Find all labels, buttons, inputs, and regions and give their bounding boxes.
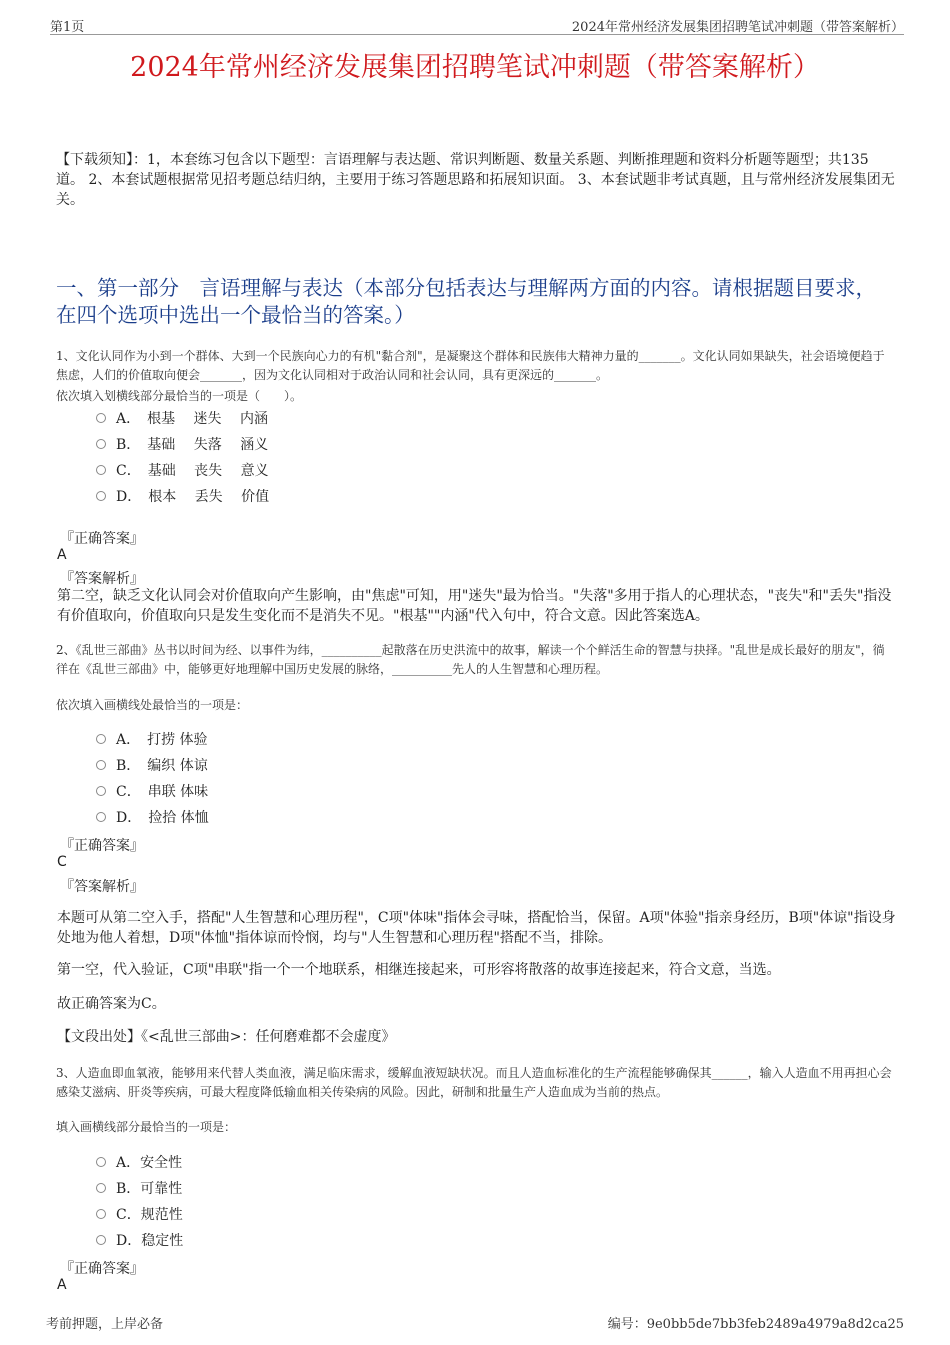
radio-icon[interactable] [96, 1209, 106, 1219]
q3-option-c[interactable]: C．规范性 [96, 1201, 183, 1227]
q2-answer-label: 『正确答案』 [60, 838, 144, 854]
q2-stem: 2、《乱世三部曲》丛书以时间为经、以事件为纬，__________起散落在历史洪流中的故事，解读一个个鲜活生命的智慧与抉择。"乱世是成长最好的朋友"，徜徉在《乱世三部曲》中，能够更好地理解中国历史发展的脉络，__________先人的人生智慧和心理历程。 [56, 643, 885, 676]
radio-icon[interactable] [96, 812, 106, 822]
q1-stem: 1、文化认同作为小到一个群体、大到一个民族向心力的有机"黏合剂"，是凝聚这个群体和民族伟大精神力量的_______。文化认同如果缺失，社会语境便趋于焦虑，人们的价值取向便会_______，因为文化认同相对于政治认同和社会认同，具有更深远的_______。 [56, 349, 885, 382]
q1-options [96, 405, 269, 509]
q2-analysis-p1: 本题可从第二空入手，搭配"人生智慧和心理历程"，C项"体味"指体会寻味，搭配恰当，保留。A项"体验"指亲身经历，B项"体谅"指设身处地为他人着想，D项"体恤"指体谅而怜悯，均与"人生智慧和心理历程"搭配不当，排除。 [57, 910, 896, 946]
page-number: 第1页 [50, 20, 85, 35]
radio-icon[interactable] [96, 491, 106, 501]
q1-answer: A [57, 547, 67, 563]
page-header [50, 14, 904, 35]
radio-icon[interactable] [96, 413, 106, 423]
radio-icon[interactable] [96, 786, 106, 796]
section-heading: 一、第一部分 言语理解与表达（本部分包括表达与理解两方面的内容。请根据题目要求，在四个选项中选出一个最恰当的答案。） [56, 276, 876, 327]
q3-options [96, 1149, 183, 1253]
q2-options [96, 726, 209, 830]
q1-answer-label: 『正确答案』 [60, 531, 144, 547]
radio-icon[interactable] [96, 1183, 106, 1193]
download-notice: 【下载须知】：1，本套练习包含以下题型：言语理解与表达题、常识判断题、数量关系题、判断推理题和资料分析题等题型；共135道。 2、本套试题根据常见招考题总结归纳，主要用于练习答题思路和拓展知识面。 3、本套试题非考试真题，且与常州经济发展集团无关。 [56, 152, 895, 208]
footer-doc-id: 编号：9e0bb5de7bb3feb2489a4979a8d2ca25 [607, 1317, 904, 1332]
q3-option-d[interactable]: D．稳定性 [96, 1227, 183, 1253]
q2-source: 【文段出处】《<乱世三部曲>：任何磨难都不会虚度》 [57, 1029, 396, 1045]
radio-icon[interactable] [96, 465, 106, 475]
radio-icon[interactable] [96, 734, 106, 744]
q1-analysis-label: 『答案解析』 [60, 571, 144, 587]
q1-option-c[interactable]: C． 基础 丧失 意义 [96, 457, 269, 483]
q2-option-b[interactable]: B． 编织 体谅 [96, 752, 209, 778]
q2-prompt: 依次填入画横线处最恰当的一项是： [56, 698, 249, 712]
q2-option-d[interactable]: D． 捡拾 体恤 [96, 804, 209, 830]
radio-icon[interactable] [96, 760, 106, 770]
radio-icon[interactable] [96, 439, 106, 449]
q3-stem: 3、人造血即血氧液，能够用来代替人类血液，满足临床需求，缓解血液短缺状况。而且人造血标准化的生产流程能够确保其______，输入人造血不用再担心会感染艾滋病、肝炎等疾病，可最大程度降低输血相关传染病的风险。因此，研制和批量生产人造血成为当前的热点。 [56, 1066, 892, 1099]
q1-option-d[interactable]: D． 根本 丢失 价值 [96, 483, 269, 509]
q2-analysis-label: 『答案解析』 [60, 879, 144, 895]
q1-prompt: 依次填入划横线部分最恰当的一项是（ ）。 [56, 389, 303, 403]
q3-answer: A [57, 1277, 67, 1293]
q3-prompt: 填入画横线部分最恰当的一项是： [56, 1120, 237, 1134]
q1-analysis: 第二空，缺乏文化认同会对价值取向产生影响，由"焦虑"可知，用"迷失"最为恰当。"失落"多用于指人的心理状态，"丧失"和"丢失"指没有价值取向，价值取向只是发生变化而不是消失不见。"根基""内涵"代入句中，符合文意。因此答案选A。 [57, 588, 892, 624]
document-title: 2024年常州经济发展集团招聘笔试冲刺题（带答案解析） [130, 52, 820, 83]
q2-analysis-p2: 第一空，代入验证，C项"串联"指一个一个地联系，相继连接起来，可形容将散落的故事连接起来，符合文意，当选。 [57, 962, 781, 978]
q3-option-a[interactable]: A．安全性 [96, 1149, 183, 1175]
footer-slogan: 考前押题，上岸必备 [46, 1317, 164, 1332]
q1-option-b[interactable]: B． 基础 失落 涵义 [96, 431, 269, 457]
q2-option-a[interactable]: A． 打捞 体验 [96, 726, 209, 752]
q2-option-c[interactable]: C． 串联 体味 [96, 778, 209, 804]
radio-icon[interactable] [96, 1157, 106, 1167]
q1-option-a[interactable]: A． 根基 迷失 内涵 [96, 405, 269, 431]
header-doc-title: 2024年常州经济发展集团招聘笔试冲刺题（带答案解析） [571, 20, 904, 35]
radio-icon[interactable] [96, 1235, 106, 1245]
q3-option-b[interactable]: B．可靠性 [96, 1175, 183, 1201]
q2-analysis-p3: 故正确答案为C。 [57, 996, 166, 1012]
q3-answer-label: 『正确答案』 [60, 1261, 144, 1277]
q2-answer: C [57, 854, 67, 870]
